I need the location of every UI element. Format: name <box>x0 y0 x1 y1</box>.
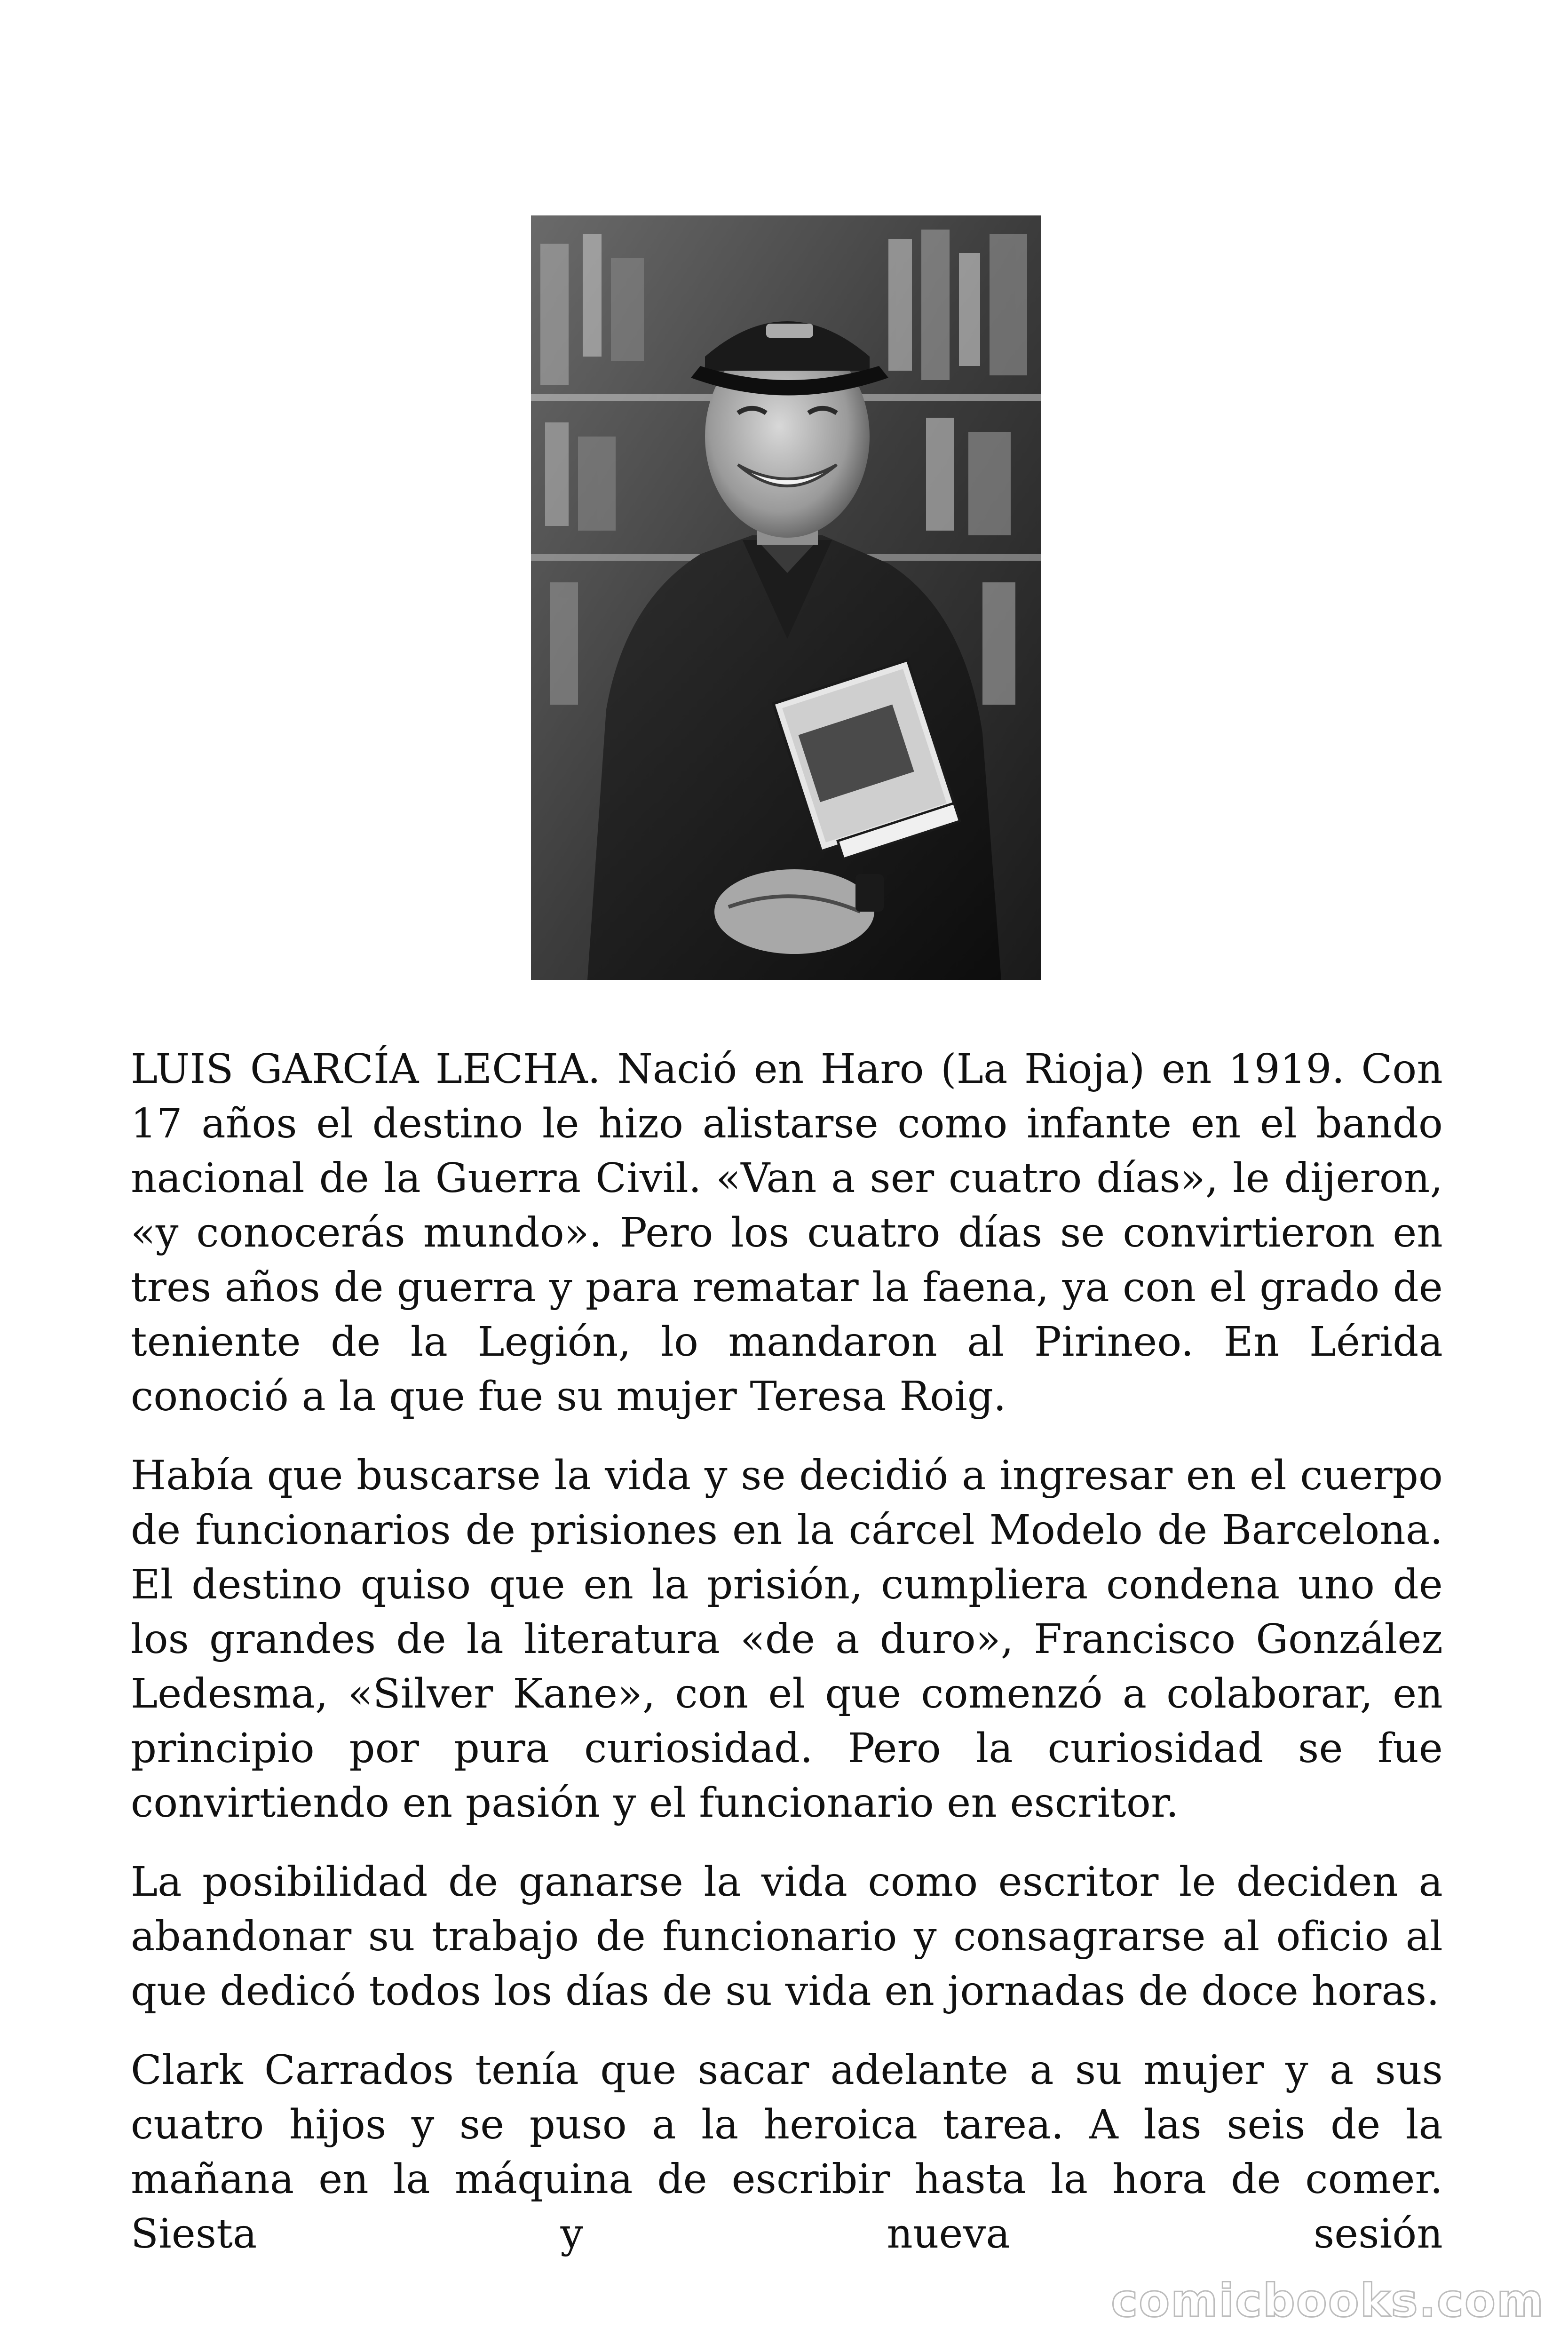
biography-text <box>131 1042 1443 2261</box>
author-portrait-photo <box>531 215 1041 980</box>
portrait-illustration <box>531 215 1041 980</box>
paragraph-1: LUIS GARCÍA LECHA. Nació en Haro (La Rioja) en 1919. Con 17 años el destino le hizo alistarse como infante en el bando nacional de la Guerra Civil. «Van a ser cuatro días», le dijeron, «y conocerás mundo». Pero los cuatro días se convirtieron en tres años de guerra y para rematar la faena, ya con el grado de teniente de la Legión, lo mandaron al Pirineo. En Lérida conoció a la que fue su mujer Teresa Roig. <box>131 1046 1443 1420</box>
paragraph-4: Clark Carrados tenía que sacar adelante a su mujer y a sus cuatro hijos y se puso a la heroica tarea. A las seis de la mañana en la máquina de escribir hasta la hora de comer. Siesta y nueva sesión <box>131 2047 1443 2257</box>
watermark: comicbooks.com <box>1111 2274 1544 2327</box>
paragraph-2: Había que buscarse la vida y se decidió a ingresar en el cuerpo de funcionarios de prisiones en la cárcel Modelo de Barcelona. El destino quiso que en la prisión, cumpliera condena uno de los grandes de la literatura «de a duro», Francisco González Ledesma, «Silver Kane», con el que comenzó a colaborar, en principio por pura curiosidad. Pero la curiosidad se fue convirtiendo en pasión y el funcionario en escritor. <box>131 1452 1443 1827</box>
paragraph-3: La posibilidad de ganarse la vida como escritor le deciden a abandonar su trabajo de funcionario y consagrarse al oficio al que dedicó todos los días de su vida en jornadas de doce horas. <box>131 1859 1443 2015</box>
